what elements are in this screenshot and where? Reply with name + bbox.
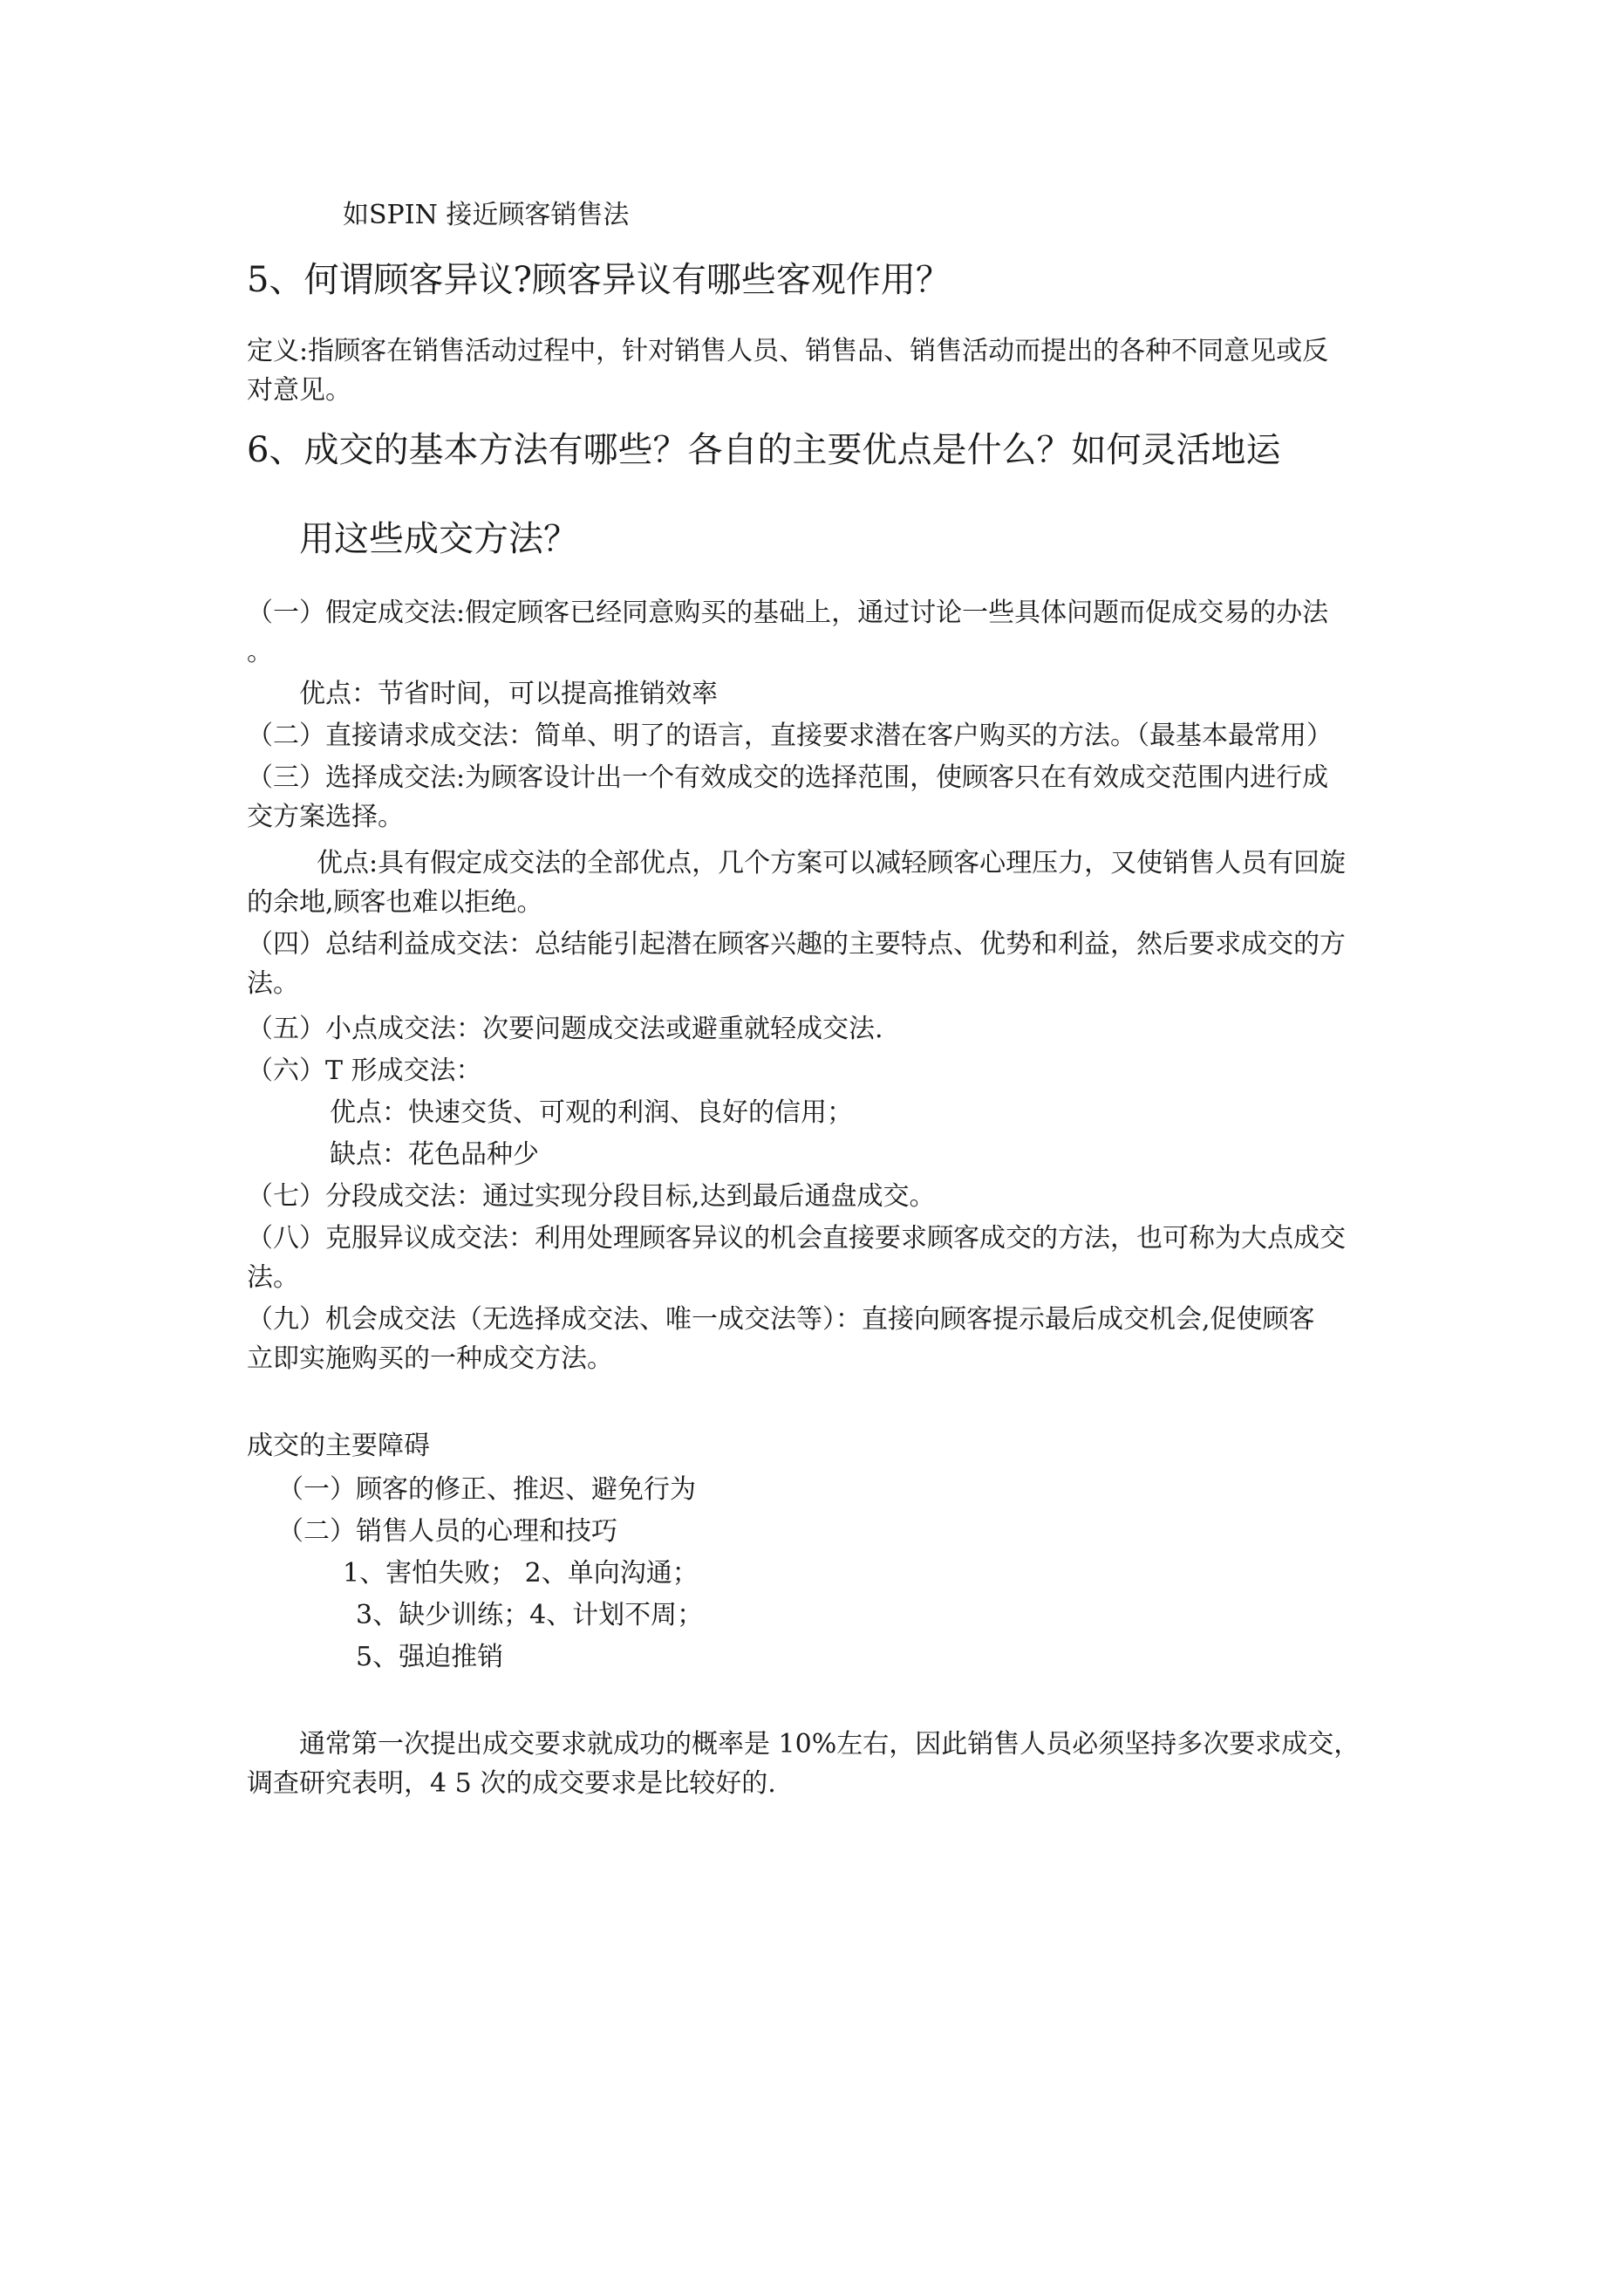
method-5-line: （五）小点成交法：次要问题成交法或避重就轻成交法.: [247, 1014, 883, 1044]
method-8-line-2: 法。: [247, 1262, 299, 1293]
method-6-line: （六）T 形成交法：: [247, 1056, 482, 1086]
method-1-line-2: 。: [247, 637, 273, 667]
method-8-line-1: （八）克服异议成交法：利用处理顾客异议的机会直接要求顾客成交的方法，也可称为大点成交: [247, 1223, 1346, 1254]
method-2-line: （二）直接请求成交法：简单、明了的语言，直接要求潜在客户购买的方法。（最基本最常用）: [247, 721, 1333, 751]
intro-line: 如SPIN 接近顾客销售法: [343, 200, 630, 230]
method-4-line-2: 法。: [247, 968, 299, 999]
method-4-line-1: （四）总结利益成交法：总结能引起潜在顾客兴趣的主要特点、优势和利益，然后要求成交的方: [247, 929, 1346, 960]
obstacle-sub-item-1: 1、害怕失败； 2、单向沟通；: [343, 1558, 699, 1589]
q5-definition-line-1: 定义:指顾客在销售活动过程中，针对销售人员、销售品、销售活动而提出的各种不同意见或反: [247, 336, 1329, 366]
method-3-line-1: （三）选择成交法:为顾客设计出一个有效成交的选择范围，使顾客只在有效成交范围内进行成: [247, 762, 1329, 793]
method-6-disadvantage: 缺点：花色品种少: [330, 1139, 539, 1170]
closing-line-1: 通常第一次提出成交要求就成功的概率是 10%左右，因此销售人员必须坚持多次要求成交，: [299, 1729, 1360, 1760]
obstacles-title: 成交的主要障碍: [247, 1431, 430, 1461]
method-3-line-2: 交方案选择。: [247, 802, 404, 832]
q5-heading: 5、何谓顾客异议?顾客异议有哪些客观作用？: [247, 260, 951, 300]
obstacle-item-1: （一）顾客的修正、推迟、避免行为: [277, 1474, 696, 1505]
q6-heading-line-1: 6、成交的基本方法有哪些？各自的主要优点是什么？如何灵活地运: [247, 430, 1281, 470]
method-7-line: （七）分段成交法：通过实现分段目标,达到最后通盘成交。: [247, 1181, 936, 1212]
q6-heading-line-2: 用这些成交方法？: [299, 519, 578, 559]
closing-line-2: 调查研究表明，4 5 次的成交要求是比较好的.: [247, 1768, 776, 1799]
method-1-line-1: （一）假定成交法:假定顾客已经同意购买的基础上，通过讨论一些具体问题而促成交易的办法: [247, 598, 1329, 628]
obstacle-sub-item-3: 5、强迫推销: [356, 1642, 504, 1672]
method-3-advantage-line-2: 的余地,顾客也难以拒绝。: [247, 887, 543, 918]
q5-definition-line-2: 对意见。: [247, 375, 351, 406]
method-6-advantage: 优点：快速交货、可观的利润、良好的信用；: [330, 1097, 853, 1128]
method-9-line-2: 立即实施购买的一种成交方法。: [247, 1343, 613, 1374]
obstacle-sub-item-2: 3、缺少训练；4、计划不周；: [356, 1600, 704, 1630]
method-9-line-1: （九）机会成交法（无选择成交法、唯一成交法等）：直接向顾客提示最后成交机会,促使顾客: [247, 1304, 1315, 1335]
method-1-advantage: 优点：节省时间，可以提高推销效率: [299, 679, 718, 709]
method-3-advantage-line-1: 优点:具有假定成交法的全部优点，几个方案可以减轻顾客心理压力，又使销售人员有回旋: [317, 848, 1347, 878]
obstacle-item-2: （二）销售人员的心理和技巧: [277, 1516, 617, 1547]
